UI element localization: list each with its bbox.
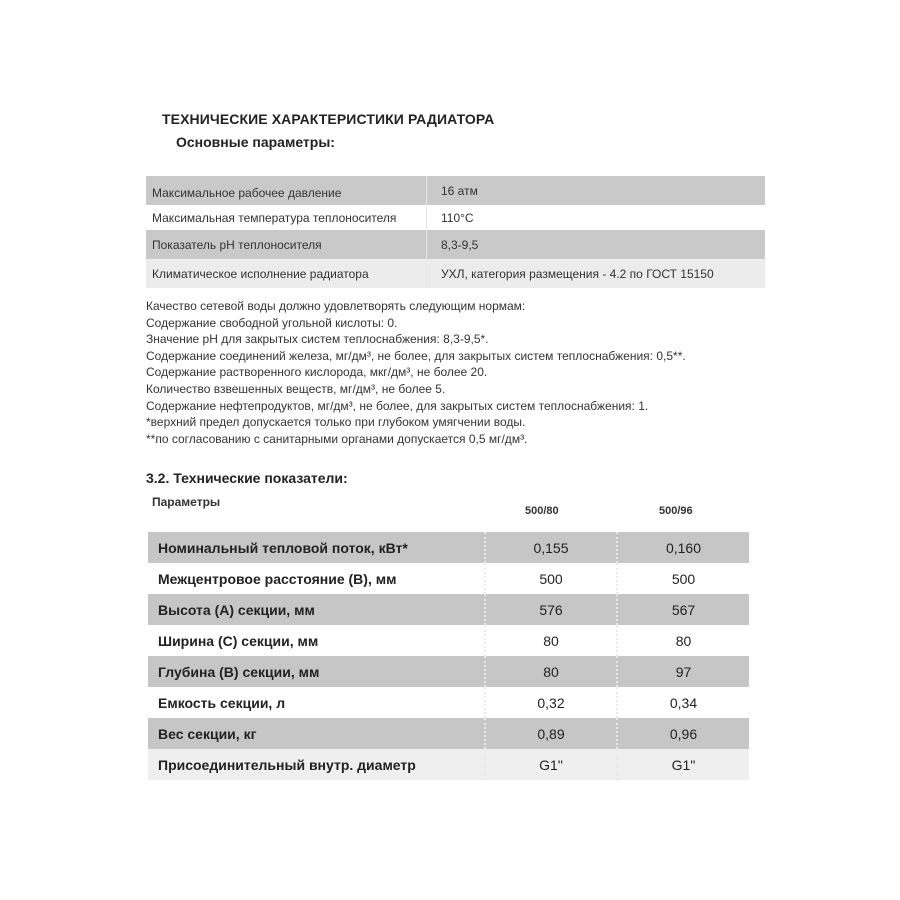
param-name: Максимальная температура теплоносителя [152, 210, 397, 225]
spec-value: 0,155 [484, 532, 616, 563]
table-row [148, 532, 749, 563]
tech-specs-table [148, 532, 749, 780]
spec-value: 0,32 [484, 687, 616, 718]
spec-name: Вес секции, кг [158, 725, 257, 742]
param-name: Климатическое исполнение радиатора [152, 266, 369, 281]
spec-value: 80 [484, 625, 616, 656]
param-name: Максимальное рабочее давление [152, 185, 342, 200]
basic-params-heading: Основные параметры: [176, 134, 335, 150]
note-line: Содержание соединений железа, мг/дм³, не более, для закрытых систем теплоснабжения: 0,5**. [146, 348, 686, 363]
spec-value: 576 [484, 594, 616, 625]
spec-name: Межцентровое расстояние (В), мм [158, 570, 397, 587]
spec-value: 80 [484, 656, 616, 687]
spec-name: Присоединительный внутр. диаметр [158, 756, 416, 773]
note-line: Качество сетевой воды должно удовлетворять следующим нормам: [146, 299, 526, 313]
basic-param-row [146, 259, 765, 288]
model-column-header: 500/80 [525, 505, 559, 517]
note-line: Значение pH для закрытых систем теплоснабжения: 8,3-9,5*. [146, 332, 489, 347]
spec-name: Ширина (С) секции, мм [158, 632, 319, 649]
page-title: ТЕХНИЧЕСКИЕ ХАРАКТЕРИСТИКИ РАДИАТОРА [162, 111, 495, 127]
note-line: Содержание нефтепродуктов, мг/дм³, не более, для закрытых систем теплоснабжения: 1. [146, 398, 649, 413]
basic-param-row [146, 230, 765, 259]
section-heading: 3.2. Технические показатели: [146, 470, 348, 486]
spec-value: 80 [616, 625, 749, 656]
water-quality-notes [146, 298, 686, 447]
table-row [148, 718, 749, 749]
param-value: 16 атм [426, 176, 765, 205]
spec-value: 0,160 [616, 532, 749, 563]
spec-value: 500 [484, 563, 616, 594]
spec-value: 97 [616, 656, 749, 687]
table-row [148, 656, 749, 687]
param-value: УХЛ, категория размещения - 4.2 по ГОСТ 15150 [426, 259, 765, 288]
spec-name: Емкость секции, л [158, 694, 286, 711]
spec-name: Глубина (В) секции, мм [158, 663, 320, 680]
basic-params-table [146, 176, 765, 288]
note-line: **по согласованию с санитарными органами допускается 0,5 мг/дм³. [146, 431, 528, 446]
param-value: 110°С [426, 205, 765, 230]
table-row [148, 594, 749, 625]
spec-value: 500 [616, 563, 749, 594]
params-column-header: Параметры [152, 495, 221, 509]
spec-value: 0,34 [616, 687, 749, 718]
table-row [148, 687, 749, 718]
note-line: Содержание растворенного кислорода, мкг/дм³, не более 20. [146, 365, 488, 380]
basic-param-row [146, 205, 765, 230]
table-row [148, 749, 749, 780]
basic-param-row [146, 176, 765, 205]
spec-name: Номинальный тепловой поток, кВт* [158, 539, 408, 556]
table-row [148, 563, 749, 594]
spec-value: 0,96 [616, 718, 749, 749]
note-line: Содержание свободной угольной кислоты: 0. [146, 315, 398, 330]
param-name: Показатель pH теплоносителя [152, 237, 322, 252]
model-column-header: 500/96 [659, 505, 693, 517]
table-row [148, 625, 749, 656]
param-value: 8,3-9,5 [426, 230, 765, 259]
spec-value: G1" [484, 749, 616, 780]
spec-value: 0,89 [484, 718, 616, 749]
note-line: Количество взвешенных веществ, мг/дм³, не более 5. [146, 381, 446, 396]
spec-value: 567 [616, 594, 749, 625]
spec-value: G1" [616, 749, 749, 780]
spec-name: Высота (А) секции, мм [158, 601, 315, 618]
note-line: *верхний предел допускается только при глубоком умягчении воды. [146, 415, 526, 430]
